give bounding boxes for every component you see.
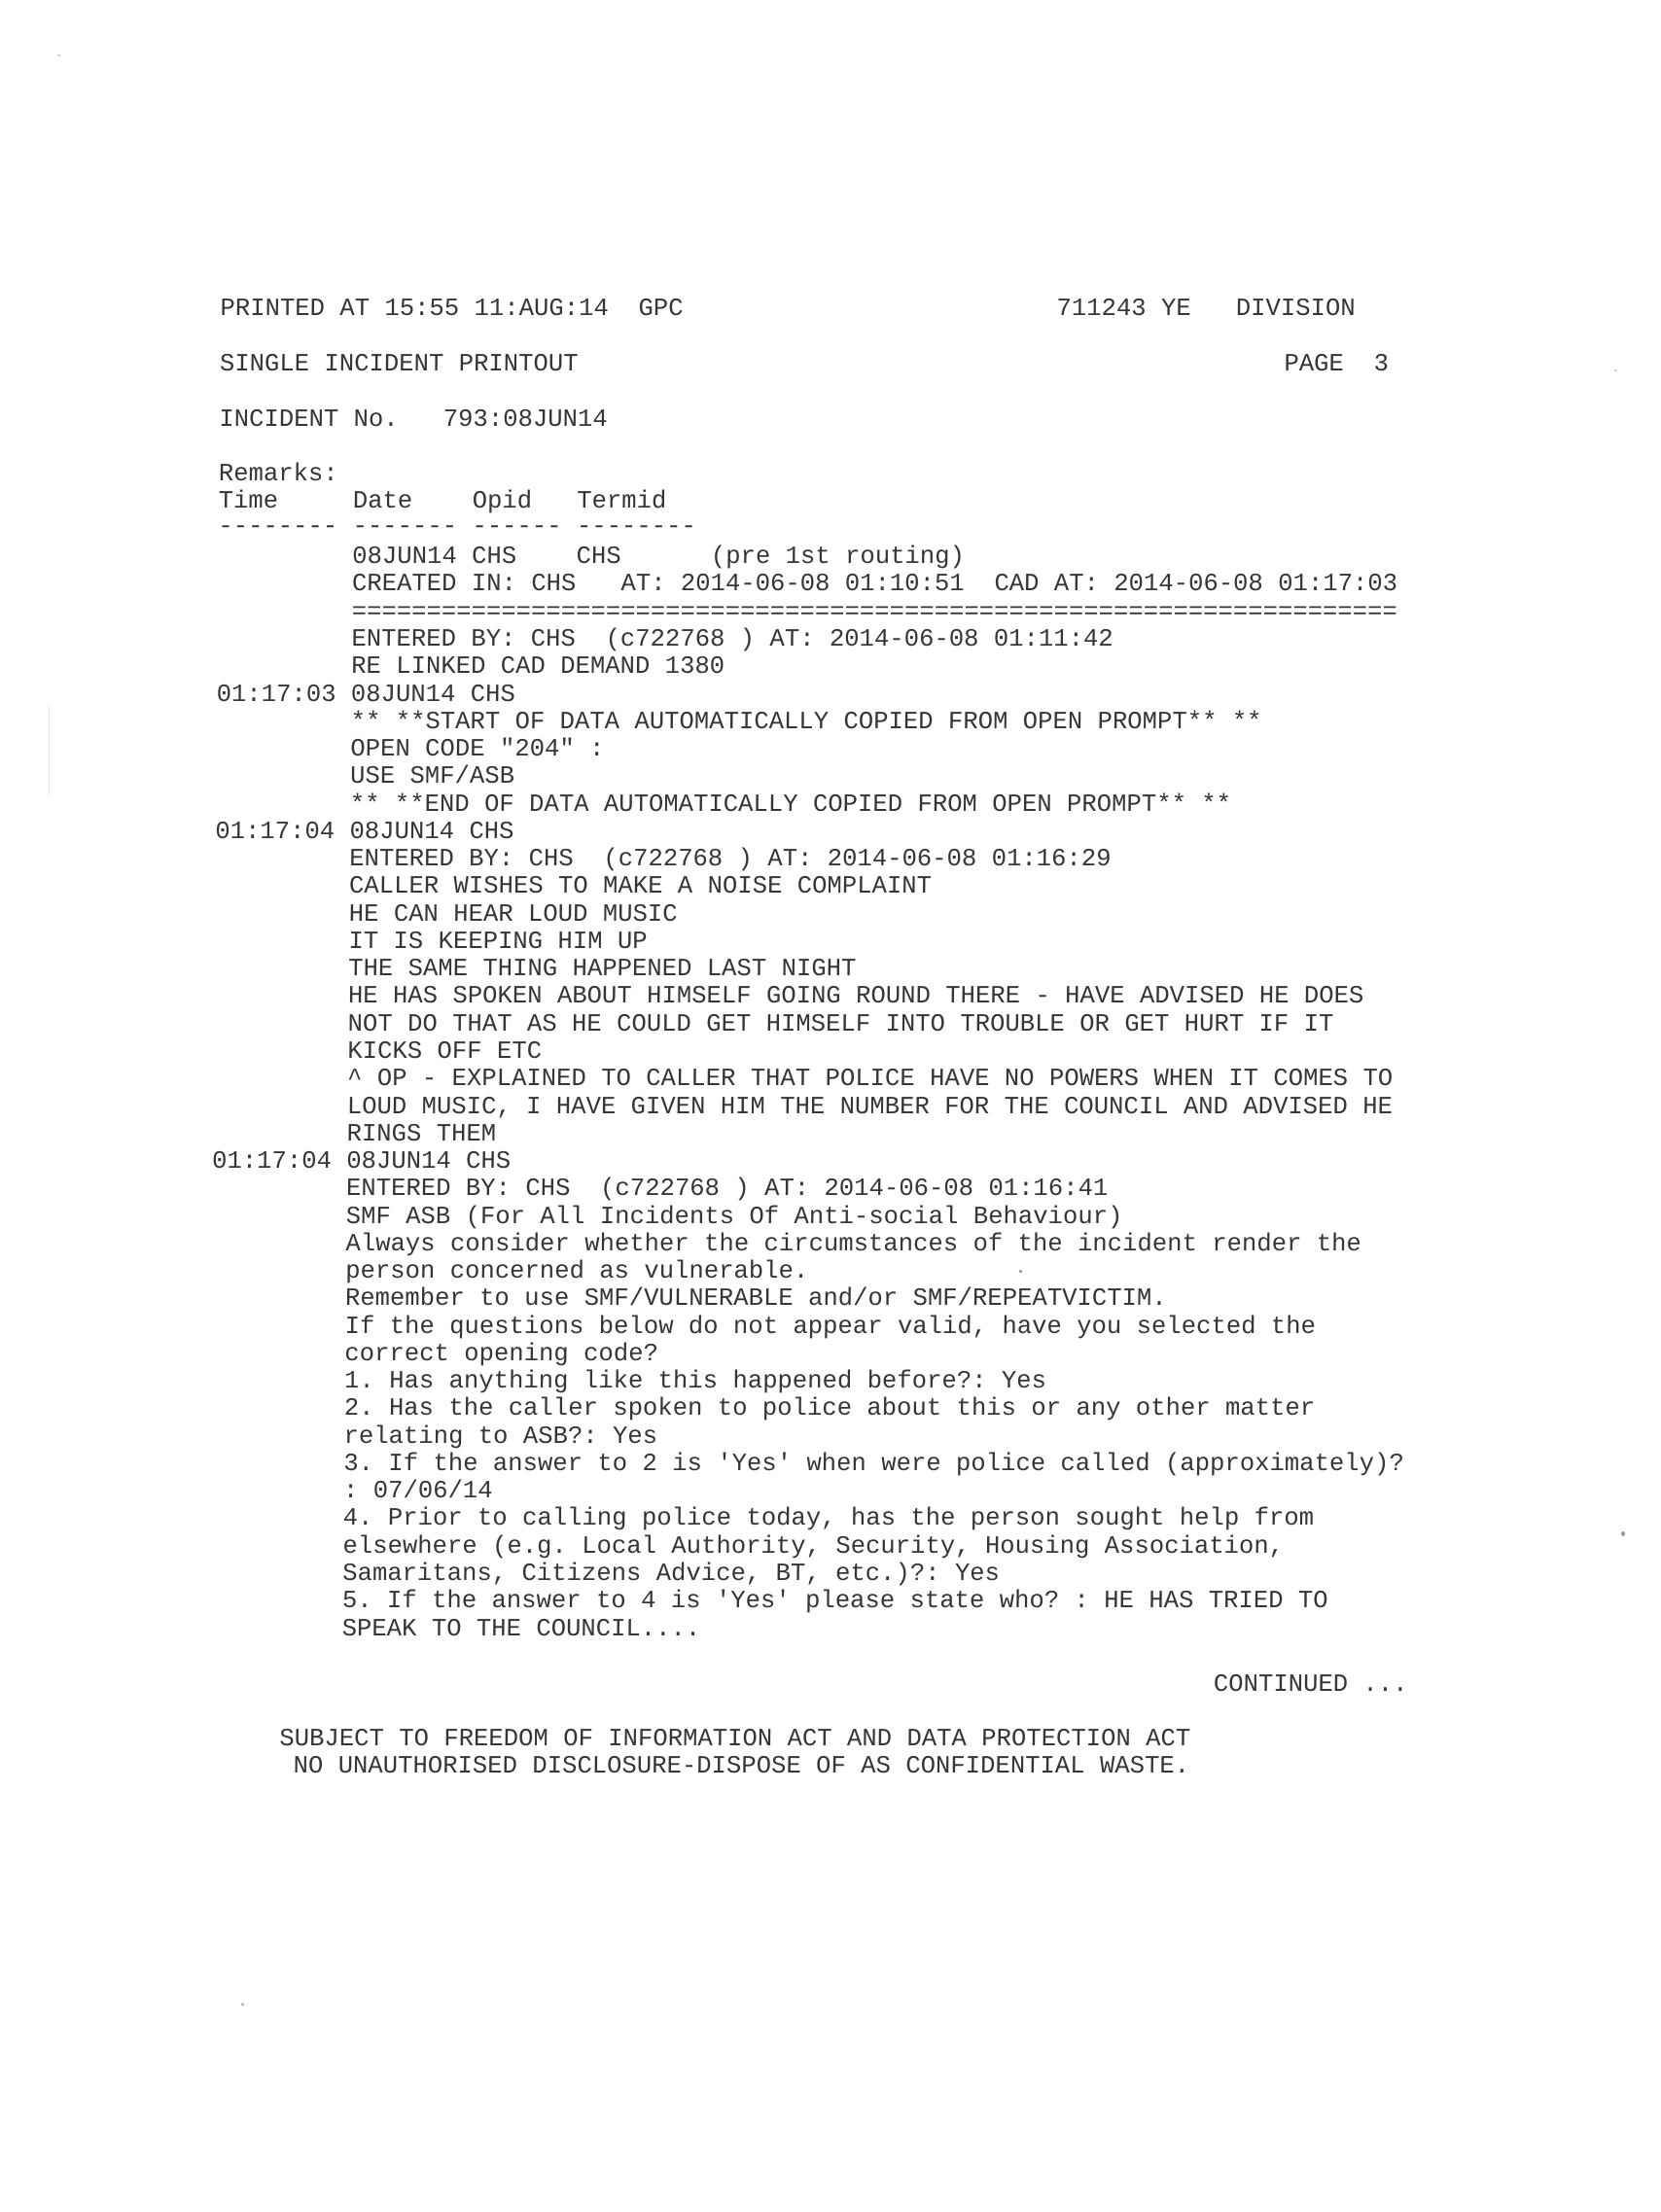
- incident-number-line: [219, 406, 817, 434]
- remark-line: [212, 1121, 1407, 1148]
- remark-line: [213, 1066, 1408, 1093]
- division-line: 711243 YE DIVISION: [1056, 295, 1356, 324]
- remark-text: 08JUN14 CHS: [346, 1147, 512, 1176]
- remark-line: [209, 1451, 1404, 1478]
- remark-line: [212, 1094, 1407, 1121]
- footer-notice-line-1: SUBJECT TO FREEDOM OF INFORMATION ACT AND DATA PROTECTION ACT: [279, 1724, 1191, 1753]
- remark-line: [207, 1616, 1402, 1643]
- remark-text: relating to ASB?: Yes: [343, 1422, 658, 1451]
- remark-text: 5. If the answer to 4 is 'Yes' please state who? : HE HAS TRIED TO: [341, 1587, 1328, 1616]
- remark-line: [216, 709, 1411, 736]
- remark-line: [213, 1011, 1408, 1038]
- remark-text: 08JUN14 CHS: [349, 817, 514, 846]
- remark-line: [210, 1314, 1405, 1341]
- remark-text: LOUD MUSIC, I HAVE GIVEN HIM THE NUMBER FOR THE COUNCIL AND ADVISED HE: [346, 1092, 1394, 1121]
- remark-line: [208, 1533, 1403, 1561]
- printed-at-line: PRINTED AT 15:55 11:AUG:14 GPC: [220, 295, 684, 324]
- column-header-termid: Termid: [577, 487, 667, 516]
- continued-marker: CONTINUED ...: [1213, 1670, 1408, 1700]
- remark-text: USE SMF/ASB: [349, 762, 515, 791]
- remark-time: 01:17:03: [216, 680, 336, 709]
- remark-line: [214, 901, 1409, 929]
- remarks-body: [207, 544, 1413, 1643]
- remark-text: ENTERED BY: CHS (c722768 ) AT: 2014-06-08 01:16:29: [349, 845, 1112, 874]
- remark-line: [208, 1588, 1403, 1615]
- remark-line: [217, 682, 1412, 709]
- remark-line: [213, 1038, 1408, 1066]
- remark-text: : 07/06/14: [342, 1477, 493, 1506]
- remark-text: ENTERED BY: CHS (c722768 ) AT: 2014-06-08 01:11:42: [351, 624, 1113, 653]
- column-header-date: Date: [352, 487, 413, 516]
- remark-text: ** **START OF DATA AUTOMATICALLY COPIED FROM OPEN PROMPT** **: [350, 707, 1262, 736]
- column-header-time: Time: [218, 487, 279, 516]
- remark-time: 01:17:04: [211, 1147, 333, 1176]
- remark-line: [217, 599, 1412, 626]
- remark-text: 2. Has the caller spoken to police about this or any other matter: [343, 1394, 1316, 1423]
- remark-line: [211, 1258, 1406, 1285]
- remarks-column-headers: [218, 488, 816, 515]
- remark-text: ** **END OF DATA AUTOMATICALLY COPIED FROM OPEN PROMPT** **: [349, 790, 1232, 819]
- remark-text: OPEN CODE "204" :: [350, 735, 605, 764]
- remark-text: NOT DO THAT AS HE COULD GET HIMSELF INTO TROUBLE OR GET HURT IF IT: [347, 1009, 1334, 1038]
- remark-text: CALLER WISHES TO MAKE A NOISE COMPLAINT: [348, 872, 933, 901]
- remark-text: Always consider whether the circumstances of the incident render the: [345, 1229, 1361, 1258]
- remark-line: [214, 956, 1409, 983]
- remark-text: Remember to use SMF/VULNERABLE and/or SMF/REPEATVICTIM.: [344, 1284, 1167, 1314]
- remark-line: [211, 1231, 1406, 1258]
- remark-line: [215, 846, 1410, 873]
- remark-text: RINGS THEM: [346, 1119, 497, 1148]
- remark-line: [212, 1148, 1407, 1176]
- remark-line: [215, 819, 1410, 846]
- remark-line: [209, 1423, 1404, 1451]
- remark-text: RE LINKED CAD DEMAND 1380: [350, 652, 725, 682]
- remark-text: elsewhere (e.g. Local Authority, Security, Housing Association,: [342, 1531, 1285, 1561]
- remark-line: [208, 1505, 1403, 1532]
- footer-notice-line-2: NO UNAUTHORISED DISCLOSURE-DISPOSE OF AS CONFIDENTIAL WASTE.: [293, 1752, 1190, 1781]
- remark-line: [210, 1341, 1405, 1368]
- remark-text: THE SAME THING HAPPENED LAST NIGHT: [348, 955, 857, 984]
- remark-text: SPEAK TO THE COUNCIL....: [341, 1614, 701, 1643]
- remark-text: IT IS KEEPING HIM UP: [348, 927, 648, 956]
- remark-text: 3. If the answer to 2 is 'Yes' when were police called (approximately)?: [343, 1449, 1404, 1478]
- incident-label: INCIDENT No.: [219, 405, 399, 435]
- remark-text: 08JUN14 CHS: [350, 680, 515, 709]
- remark-line: [211, 1204, 1406, 1231]
- remark-line: [209, 1395, 1404, 1422]
- remark-text: person concerned as vulnerable.: [345, 1257, 809, 1286]
- remark-text: ENTERED BY: CHS (c722768 ) AT: 2014-06-08 01:16:41: [345, 1175, 1109, 1204]
- remark-text: CREATED IN: CHS AT: 2014-06-08 01:10:51 CAD AT: 2014-06-08 01:17:03: [351, 570, 1398, 599]
- remark-line: [212, 1176, 1407, 1203]
- remark-line: [210, 1368, 1405, 1395]
- remark-line: [214, 929, 1409, 956]
- remark-text: Samaritans, Citizens Advice, BT, etc.)?: Yes: [342, 1560, 1001, 1589]
- remark-line: [208, 1561, 1403, 1588]
- remark-line: [216, 763, 1411, 790]
- remark-text: If the questions below do not appear valid, have you selected the: [344, 1312, 1317, 1341]
- remark-text: SMF ASB (For All Incidents Of Anti-social Behaviour): [345, 1202, 1123, 1231]
- remark-line: [218, 571, 1413, 598]
- remark-line: [216, 736, 1411, 763]
- remark-line: [215, 873, 1410, 900]
- remark-line: [217, 626, 1412, 653]
- remark-line: [214, 983, 1409, 1010]
- remark-text: correct opening code?: [344, 1339, 659, 1368]
- incident-number: 793:08JUN14: [442, 405, 608, 435]
- remarks-label: Remarks:: [218, 459, 338, 488]
- remark-text: HE HAS SPOKEN ABOUT HIMSELF GOING ROUND THERE - HAVE ADVISED HE DOES: [347, 982, 1364, 1011]
- remark-text: 1. Has anything like this happened before?: Yes: [343, 1367, 1047, 1396]
- remark-text: ^ OP - EXPLAINED TO CALLER THAT POLICE HAVE NO POWERS WHEN IT COMES TO: [346, 1065, 1394, 1094]
- remark-text: 08JUN14 CHS CHS (pre 1st routing): [352, 543, 966, 572]
- page-number: PAGE 3: [1284, 350, 1390, 379]
- remark-text: HE CAN HEAR LOUD MUSIC: [348, 899, 678, 929]
- remark-line: [218, 544, 1413, 571]
- document-title: SINGLE INCIDENT PRINTOUT: [219, 350, 579, 379]
- remark-line: [209, 1478, 1404, 1505]
- remark-line: [211, 1285, 1406, 1313]
- remark-line: [215, 791, 1410, 819]
- remark-time: 01:17:04: [215, 817, 336, 846]
- column-rule: -------- ------- ------ --------: [218, 512, 696, 542]
- remark-line: [217, 653, 1412, 681]
- separator-line: ======================================================================: [351, 597, 1397, 626]
- column-header-opid: Opid: [472, 487, 533, 516]
- remark-text: 4. Prior to calling police today, has the person sought help from: [342, 1504, 1315, 1533]
- remark-text: KICKS OFF ETC: [347, 1036, 543, 1066]
